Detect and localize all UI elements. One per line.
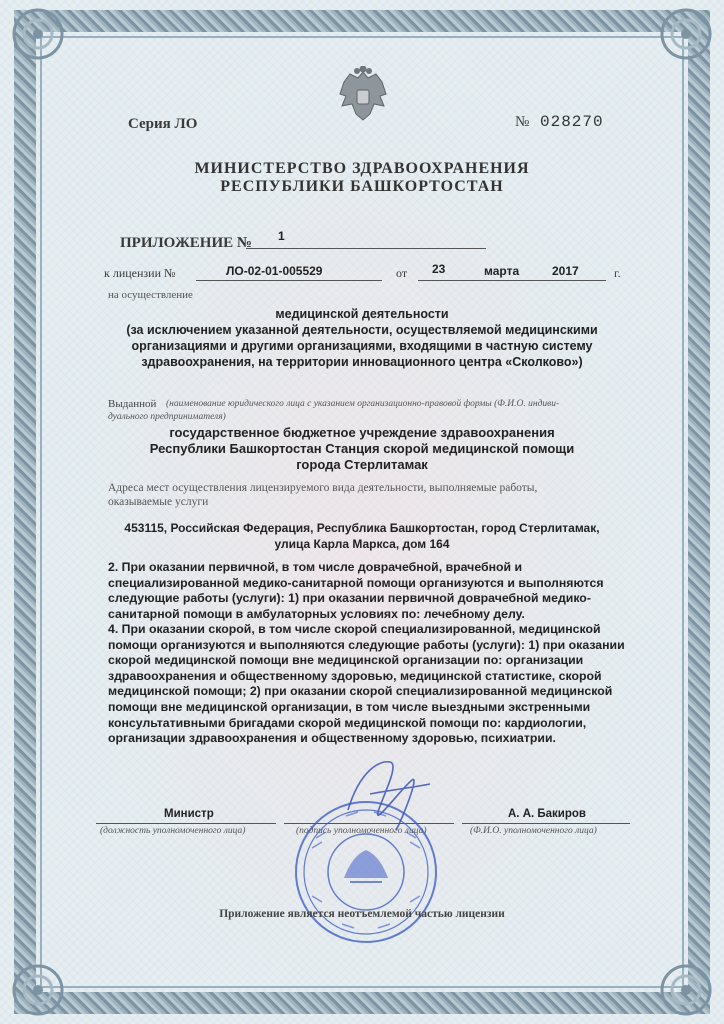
paragraph-line: санитарной помощи в амбулаторных условиях по: лечебному делу. <box>108 606 525 621</box>
signature-caption: (подпись уполномоченного лица) <box>296 826 427 836</box>
paragraph-line: следующие работы (услуги): 1) при оказании первичной доврачебной медико- <box>108 591 591 606</box>
form-number: 028270 <box>540 113 604 131</box>
organization-name-line: Республики Башкортостан Станция скорой медицинской помощи <box>149 441 575 456</box>
license-number: ЛО-02-01-005529 <box>226 264 323 278</box>
activity-line: (за исключением указанной деятельности, осуществляемой медицинскими <box>126 323 598 337</box>
ministry-title-line2: РЕСПУБЛИКИ БАШКОРТОСТАН <box>220 178 504 195</box>
paragraph-primary-care <box>108 560 640 622</box>
activity-line: здравоохранения, на территории инновационного центра «Сколково») <box>141 355 583 369</box>
position-caption: (должность уполномоченного лица) <box>100 826 246 836</box>
activity-line: организациями и другими организациями, входящими в частную систему <box>131 339 593 353</box>
activity-label: на осуществление <box>108 289 193 301</box>
organization-name-line: государственное бюджетное учреждение здравоохранения <box>169 425 555 440</box>
to-license-label: к лицензии № <box>104 266 176 280</box>
activity-title: медицинской деятельности <box>275 307 449 321</box>
addresses-label-line2: оказываемые услуги <box>108 496 209 508</box>
issued-label: Выданной <box>108 398 157 410</box>
corner-ornament-icon <box>8 960 68 1020</box>
paragraph-line: 4. При оказании скорой, в том числе скорой специализированной, медицинской <box>108 622 601 636</box>
license-year: 2017 <box>552 264 579 278</box>
paragraph-line: организации здравоохранения и общественному здоровью, психиатрии. <box>108 731 556 746</box>
appendix-number: 1 <box>278 229 285 243</box>
paragraph-emergency-care <box>108 622 640 747</box>
position-underline <box>96 823 276 824</box>
appendix-label: ПРИЛОЖЕНИЕ № <box>120 235 252 251</box>
issued-note-line2: дуального предпринимателя) <box>108 412 226 422</box>
from-label: от <box>396 266 408 280</box>
signatory-position: Министр <box>164 808 214 820</box>
series-label: Серия ЛО <box>128 116 198 132</box>
paragraph-line: скорой медицинской помощи вне медицинской организации по: организации <box>108 653 584 668</box>
paragraph-line: помощи вне медицинской организации, в том числе выездными экстренными <box>108 699 591 714</box>
license-number-underline <box>196 280 382 281</box>
name-underline <box>462 823 630 824</box>
paragraph-line: помощи организуются и выполняются следующие работы (услуги): 1) при оказании <box>108 637 625 652</box>
addresses-label-line1: Адреса мест осуществления лицензируемого вида деятельности, выполняемые работы, <box>108 482 538 494</box>
appendix-underline <box>246 248 486 249</box>
license-day: 23 <box>432 262 446 276</box>
paragraph-line: медицинской помощи; 2) при оказании скорой специализированной медицинской <box>108 684 613 699</box>
name-caption: (Ф.И.О. уполномоченного лица) <box>470 826 597 836</box>
handwritten-signature-icon <box>330 750 440 840</box>
corner-ornament-icon <box>656 4 716 64</box>
corner-ornament-icon <box>656 960 716 1020</box>
paragraph-line: специализированной медико-санитарной помощи организуются и выполняются <box>108 575 604 590</box>
signatory-name: А. А. Бакиров <box>508 808 586 820</box>
ministry-title-line1: МИНИСТЕРСТВО ЗДРАВООХРАНЕНИЯ <box>194 160 530 177</box>
paragraph-line: здравоохранения и общественному здоровью, медицинской статистике, скорой <box>108 668 602 683</box>
coat-of-arms-icon <box>336 66 390 126</box>
paragraph-line: 2. При оказании первичной, в том числе доврачебной, врачебной и <box>108 560 523 574</box>
footer-note: Приложение является неотъемлемой частью лицензии <box>219 908 505 920</box>
issued-note-line1: (наименование юридического лица с указанием организационно-правовой формы (Ф.И.О. индиви- <box>166 399 560 409</box>
corner-ornament-icon <box>8 4 68 64</box>
address-line1: 453115, Российская Федерация, Республика Башкортостан, город Стерлитамак, <box>124 521 600 535</box>
address-line2: улица Карла Маркса, дом 164 <box>274 537 450 551</box>
date-underline <box>418 280 606 281</box>
year-suffix: г. <box>614 266 621 280</box>
organization-name-line: города Стерлитамак <box>296 457 428 472</box>
number-sign: № <box>515 114 530 130</box>
license-month: марта <box>484 264 520 278</box>
paragraph-line: консультативными бригадами скорой медицинской помощи по: кардиологии, <box>108 715 587 730</box>
